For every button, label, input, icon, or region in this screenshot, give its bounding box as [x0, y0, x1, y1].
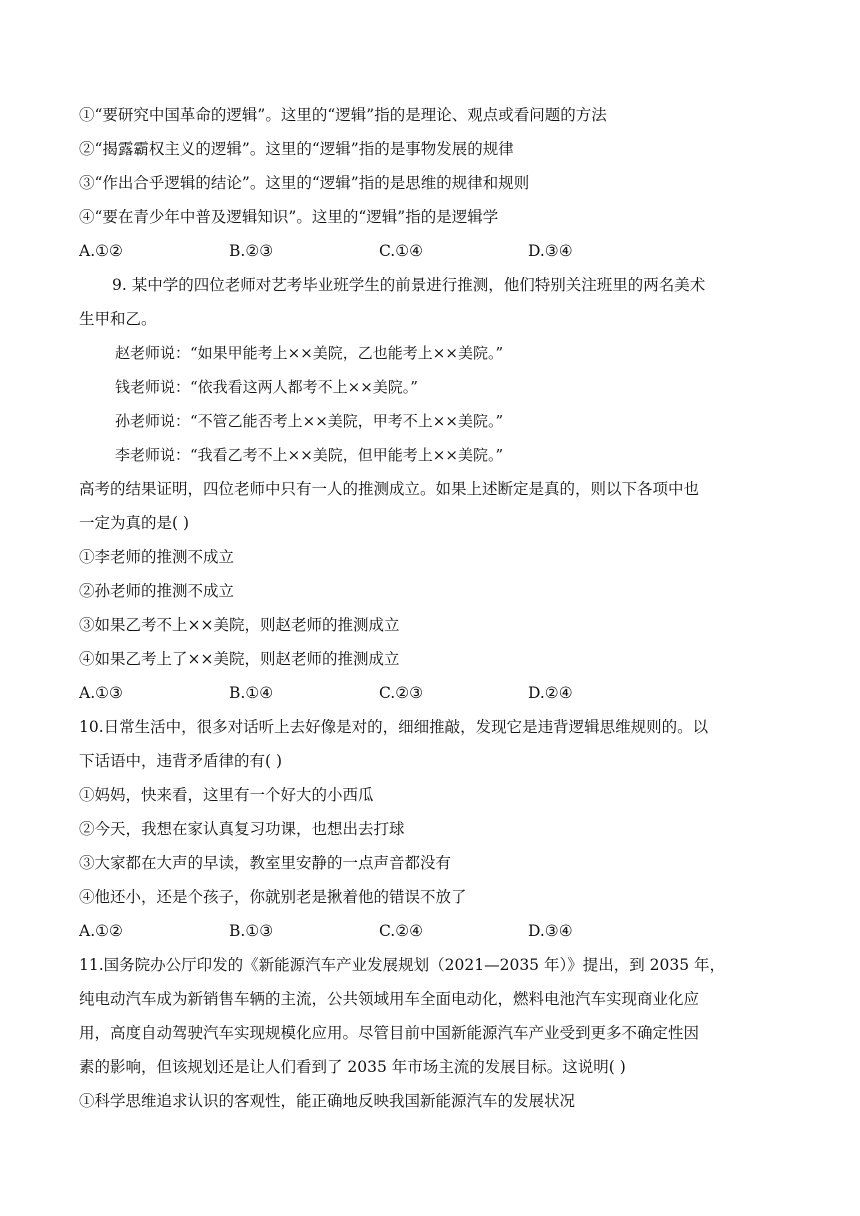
q10-choice-a: A.①② — [79, 922, 123, 940]
q9-choice-c: C.②③ — [379, 684, 424, 702]
q9-choices — [79, 683, 781, 703]
q10-option-4: ④他还小，还是个孩子，你就别老是揪着他的错误不放了 — [79, 888, 467, 906]
q9-option-4: ④如果乙考上了××美院，则赵老师的推测成立 — [79, 650, 400, 668]
q8-option-1: ①“要研究中国革命的逻辑”。这里的“逻辑”指的是理论、观点或看问题的方法 — [79, 106, 607, 124]
q9-quote-sun: 孙老师说：“不管乙能否考上××美院，甲考不上××美院。” — [115, 412, 504, 430]
q11-stem-line-1: 11.国务院办公厅印发的《新能源汽车产业发展规划（2021—2035 年）》提出，到 2035 年， — [79, 956, 726, 974]
q10-choice-d: D.③④ — [528, 922, 573, 940]
q10-stem-line-1: 10.日常生活中，很多对话听上去好像是对的，细细推敲，发现它是违背逻辑思维规则的。以 — [79, 718, 709, 736]
q9-choice-d: D.②④ — [528, 684, 573, 702]
q8-choice-d: D.③④ — [528, 242, 573, 260]
q8-option-4: ④“要在青少年中普及逻辑知识”。这里的“逻辑”指的是逻辑学 — [79, 208, 499, 226]
q11-stem-line-3: 用，高度自动驾驶汽车实现规模化应用。尽管目前中国新能源汽车产业受到更多不确定性因 — [79, 1024, 700, 1042]
q9-question-line-1: 高考的结果证明，四位老师中只有一人的推测成立。如果上述断定是真的，则以下各项中也 — [79, 480, 700, 498]
q9-quote-qian: 钱老师说：“依我看这两人都考不上××美院。” — [115, 378, 418, 396]
q10-choice-c: C.②④ — [379, 922, 424, 940]
q9-quote-zhao: 赵老师说：“如果甲能考上××美院，乙也能考上××美院。” — [115, 344, 504, 362]
q9-choice-a: A.①③ — [79, 684, 123, 702]
q9-option-1: ①李老师的推测不成立 — [79, 548, 235, 566]
q10-stem-line-2: 下话语中，违背矛盾律的有( ) — [79, 752, 283, 770]
q9-choice-b: B.①④ — [229, 684, 274, 702]
q9-option-2: ②孙老师的推测不成立 — [79, 582, 235, 600]
q8-option-3: ③“作出合乎逻辑的结论”。这里的“逻辑”指的是思维的规律和规则 — [79, 174, 530, 192]
q10-option-3: ③大家都在大声的早读，教室里安静的一点声音都没有 — [79, 854, 452, 872]
q11-option-1: ①科学思维追求认识的客观性，能正确地反映我国新能源汽车的发展状况 — [79, 1092, 576, 1110]
q11-stem-line-4: 素的影响，但该规划还是让人们看到了 2035 年市场主流的发展目标。这说明( ) — [79, 1058, 626, 1076]
q8-choice-b: B.②③ — [229, 242, 274, 260]
q9-option-3: ③如果乙考不上××美院，则赵老师的推测成立 — [79, 616, 400, 634]
q8-choice-c: C.①④ — [379, 242, 424, 260]
q8-choice-a: A.①② — [79, 242, 123, 260]
q8-option-2: ②“揭露霸权主义的逻辑”。这里的“逻辑”指的是事物发展的规律 — [79, 140, 514, 158]
q9-stem-line-1: 9. 某中学的四位老师对艺考毕业班学生的前景进行推测，他们特别关注班里的两名美术 — [112, 276, 706, 294]
q10-option-1: ①妈妈，快来看，这里有一个好大的小西瓜 — [79, 786, 374, 804]
q11-stem-line-2: 纯电动汽车成为新销售车辆的主流，公共领域用车全面电动化，燃料电池汽车实现商业化应 — [79, 990, 700, 1008]
q8-choices — [79, 241, 781, 261]
q9-stem-line-2: 生甲和乙。 — [79, 310, 157, 328]
q10-option-2: ②今天，我想在家认真复习功课，也想出去打球 — [79, 820, 405, 838]
q10-choice-b: B.①③ — [229, 922, 274, 940]
q10-choices — [79, 921, 781, 941]
q9-question-line-2: 一定为真的是( ) — [79, 514, 190, 532]
q9-quote-li: 李老师说：“我看乙考不上××美院，但甲能考上××美院。” — [115, 446, 504, 464]
